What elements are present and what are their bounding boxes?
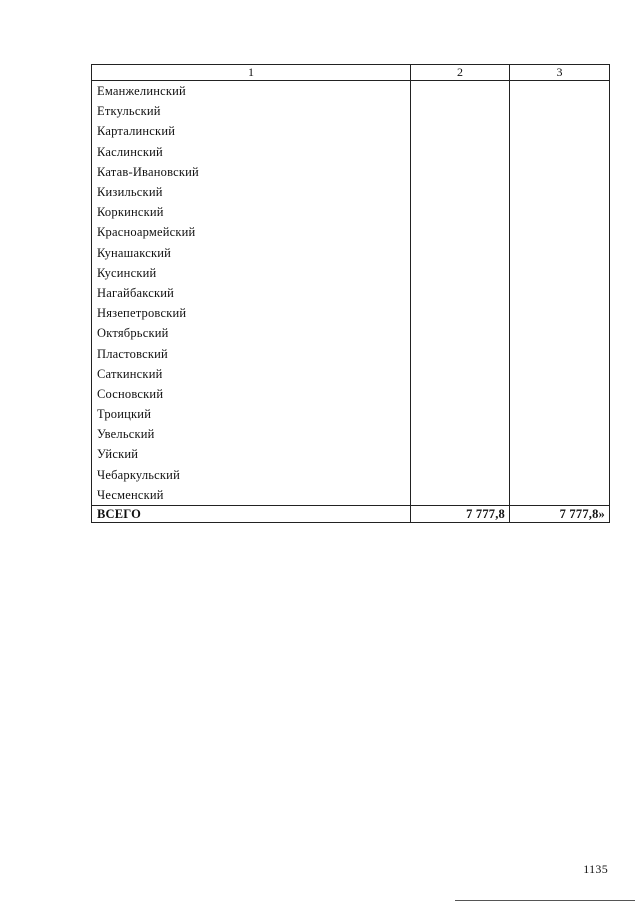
budget-table [91, 64, 610, 523]
cell-col2 [411, 81, 510, 102]
total-value-col2: 7 777,8 [411, 505, 510, 522]
cell-col2 [411, 101, 510, 121]
cell-col2 [411, 283, 510, 303]
district-name: Коркинский [92, 202, 411, 222]
cell-col2 [411, 182, 510, 202]
district-name: Увельский [92, 424, 411, 444]
page-number: 1135 [583, 862, 608, 876]
cell-col3 [510, 182, 610, 202]
cell-col2 [411, 162, 510, 182]
cell-col2 [411, 364, 510, 384]
district-name: Чесменский [92, 485, 411, 506]
table-row [92, 444, 610, 464]
table-row [92, 364, 610, 384]
cell-col3 [510, 323, 610, 343]
district-name: Каслинский [92, 142, 411, 162]
cell-col2 [411, 444, 510, 464]
cell-col2 [411, 121, 510, 141]
table-row [92, 323, 610, 343]
table-row [92, 202, 610, 222]
district-name: Пластовский [92, 343, 411, 363]
cell-col3 [510, 343, 610, 363]
district-name: Октябрьский [92, 323, 411, 343]
table-row [92, 485, 610, 506]
cell-col3 [510, 283, 610, 303]
cell-col3 [510, 101, 610, 121]
cell-col2 [411, 222, 510, 242]
total-row [92, 505, 610, 522]
cell-col2 [411, 243, 510, 263]
table-row [92, 182, 610, 202]
cell-col3 [510, 444, 610, 464]
table-body [92, 81, 610, 523]
cell-col3 [510, 222, 610, 242]
column-header-2: 2 [411, 65, 510, 81]
cell-col2 [411, 384, 510, 404]
cell-col2 [411, 485, 510, 506]
table-row [92, 121, 610, 141]
district-name: Сосновский [92, 384, 411, 404]
cell-col2 [411, 323, 510, 343]
cell-col2 [411, 142, 510, 162]
cell-col3 [510, 142, 610, 162]
cell-col2 [411, 263, 510, 283]
table-header-row [92, 65, 610, 81]
total-value-col3: 7 777,8» [510, 505, 610, 522]
cell-col3 [510, 364, 610, 384]
cell-col3 [510, 465, 610, 485]
cell-col3 [510, 424, 610, 444]
table-row [92, 384, 610, 404]
total-label: ВСЕГО [92, 505, 411, 522]
column-header-3: 3 [510, 65, 610, 81]
table-row [92, 263, 610, 283]
district-name: Кунашакский [92, 243, 411, 263]
cell-col2 [411, 424, 510, 444]
cell-col2 [411, 343, 510, 363]
cell-col3 [510, 162, 610, 182]
cell-col3 [510, 202, 610, 222]
district-name: Катав-Ивановский [92, 162, 411, 182]
district-name: Еманжелинский [92, 81, 411, 102]
column-header-1: 1 [92, 65, 411, 81]
table-row [92, 81, 610, 102]
table-row [92, 424, 610, 444]
table-row [92, 283, 610, 303]
cell-col3 [510, 263, 610, 283]
scan-edge-line [455, 900, 635, 901]
table-row [92, 343, 610, 363]
district-name: Красноармейский [92, 222, 411, 242]
district-name: Уйский [92, 444, 411, 464]
cell-col3 [510, 121, 610, 141]
district-name: Нязепетровский [92, 303, 411, 323]
district-name: Еткульский [92, 101, 411, 121]
district-name: Кизильский [92, 182, 411, 202]
cell-col2 [411, 465, 510, 485]
district-name: Кусинский [92, 263, 411, 283]
district-name: Чебаркульский [92, 465, 411, 485]
cell-col3 [510, 404, 610, 424]
district-name: Троицкий [92, 404, 411, 424]
table-row [92, 162, 610, 182]
cell-col3 [510, 384, 610, 404]
table-row [92, 243, 610, 263]
cell-col3 [510, 81, 610, 102]
cell-col3 [510, 303, 610, 323]
cell-col3 [510, 485, 610, 506]
table-row [92, 142, 610, 162]
cell-col2 [411, 303, 510, 323]
table-row [92, 101, 610, 121]
table-row [92, 222, 610, 242]
cell-col2 [411, 202, 510, 222]
district-name: Саткинский [92, 364, 411, 384]
table-row [92, 404, 610, 424]
table-row [92, 303, 610, 323]
cell-col3 [510, 243, 610, 263]
district-name: Нагайбакский [92, 283, 411, 303]
district-name: Карталинский [92, 121, 411, 141]
table-row [92, 465, 610, 485]
cell-col2 [411, 404, 510, 424]
